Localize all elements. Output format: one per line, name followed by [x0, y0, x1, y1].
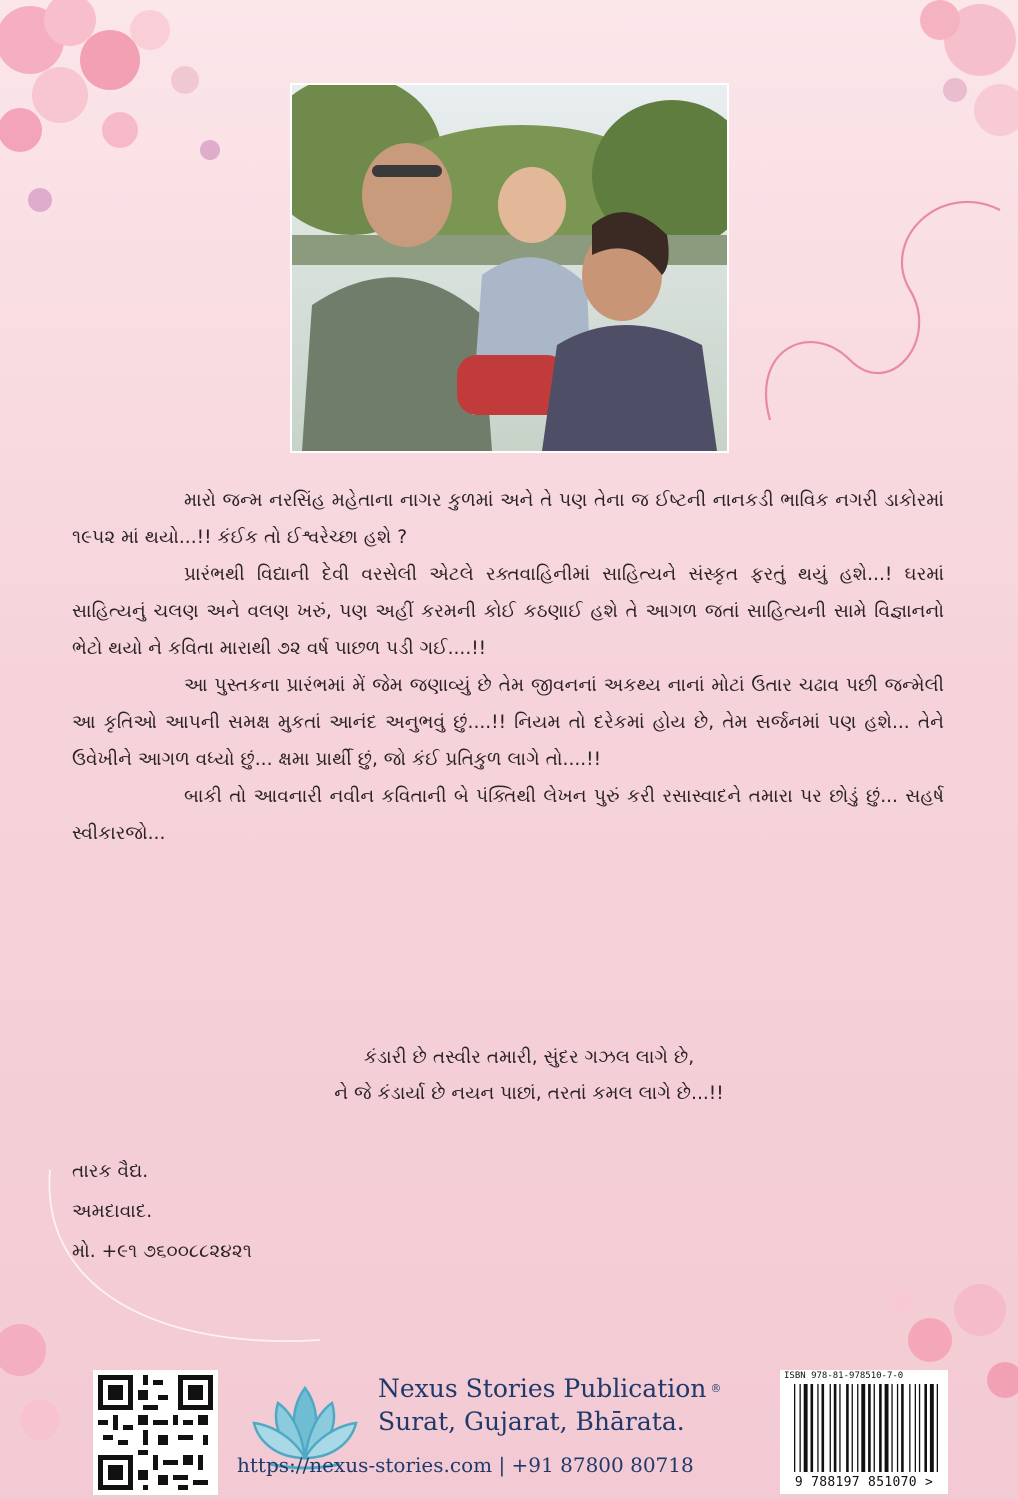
verse-line: ને જે કંડાર્યા છે નયન પાછાં, તરતાં કમલ લાગે છે...!! [334, 1083, 724, 1104]
blossom-decoration-bottom-left [0, 1310, 90, 1500]
blossom-decoration-top-left [0, 0, 260, 300]
verse-line: કંડારી છે તસ્વીર તમારી, સુંદર ગઝલ લાગે છે, [363, 1047, 695, 1068]
paragraph-literature: પ્રારંભથી વિદ્યાની દેવી વરસેલી એટલે રક્તવાહિનીમાં સાહિત્યને સંસ્કૃત ફરતું થયું હશે...! ઘરમાં સાહિત્યનું ચલણ અને વલણ ખરું, પણ અહીં કરમની કોઈ કઠણાઈ હશે તે આગળ જતાં સાહિત્યની સામે વિજ્ઞાનનો ભેટો થયો ને કવિતા મારાથી ૭૨ વર્ષ પાછળ પડી ગઈ....!! [72, 564, 944, 659]
verse-couplet [0, 1040, 1018, 1112]
paragraph-closing: બાકી તો આવનારી નવીન કવિતાની બે પંક્તિથી લેખન પુરું કરી રસાસ્વાદને તમારા પર છોડું છું... સહર્ષ સ્વીકારજો... [72, 786, 944, 844]
blossom-decoration-top-right [860, 0, 1018, 220]
author-name: તારક વૈદ્ય. [72, 1161, 149, 1182]
qr-code [93, 1370, 218, 1495]
author-family-photo [290, 83, 729, 453]
publisher-contact: https://nexus-stories.com | +91 87800 80718 [237, 1453, 694, 1477]
author-city: અમદાવાદ. [72, 1201, 153, 1222]
publisher-name [378, 1373, 721, 1405]
isbn-digits: 9 788197 851070 > [794, 1475, 934, 1490]
publisher-block [378, 1373, 721, 1439]
paragraph-birth: મારો જન્મ નરસિંહ મહેતાના નાગર કુળમાં અને તે પણ તેના જ ઈષ્ટની નાનકડી ભાવિક નગરી ડાકોરમાં ૧૯૫૨ માં થયો...!! કંઈક તો ઈશ્વરેચ્છા હશે ? [72, 490, 944, 548]
author-signature [72, 1154, 252, 1274]
registered-mark: ® [710, 1382, 722, 1395]
publisher-place: Surat, Gujarat, Bhārata. [378, 1407, 685, 1436]
paragraph-book-intro: આ પુસ્તકના પ્રારંભમાં મેં જેમ જણાવ્યું છે તેમ જીવનનાં અકથ્ય નાનાં મોટાં ઉતાર ચઢાવ પછી જન્મેલી આ કૃતિઓ આપની સમક્ષ મુકતાં આનંદ અનુભવું છું....!! નિયમ તો દરેકમાં હોય છે, તેમ સર્જનમાં પણ હશે... તેને ઉવેખીને આગળ વધ્યો છું... ક્ષમા પ્રાર્થી છું, જો કંઈ પ્રતિકુળ લાગે તો....!! [72, 675, 944, 770]
swirl-decoration [740, 120, 1018, 440]
author-phone: મો. +૯૧ ૭૬૦૦૮૮૨૪૨૧ [72, 1241, 252, 1262]
isbn-label: ISBN 978-81-978510-7-0 [784, 1371, 904, 1381]
isbn-barcode [780, 1370, 948, 1494]
author-note [72, 482, 944, 852]
publisher-name-text: Nexus Stories Publication [378, 1374, 707, 1403]
